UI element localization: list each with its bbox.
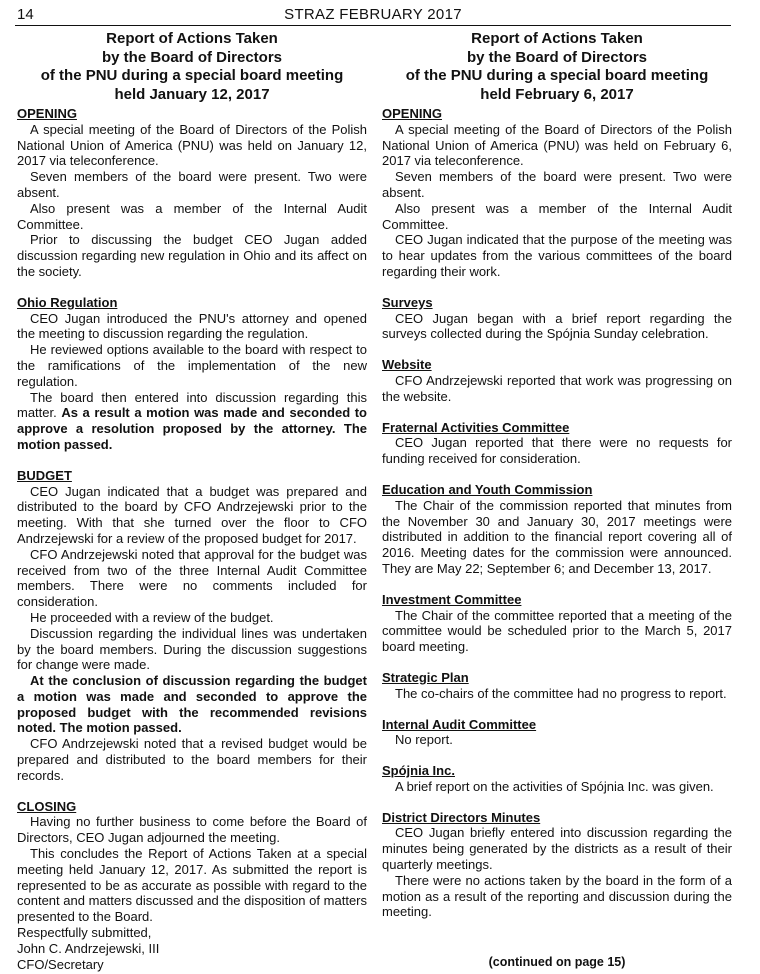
title-line: of the PNU during a special board meeting [40, 67, 344, 84]
paragraph: CEO Jugan indicated that the purpose of the meeting was to hear updates from the various committees of the board regarding their work. [382, 232, 732, 279]
signature-title: CFO/Secretary [17, 956, 104, 972]
left-report-title [17, 30, 367, 104]
right-strategic-section [382, 670, 732, 702]
section-heading: District Directors Minutes [382, 809, 541, 825]
paragraph: CEO Jugan indicated that a budget was prepared and distributed to the board by CFO Andrzejewski prior to the meeting. With that she turned over the floor to CFO Andrzejewski for a review of the proposed budget for 2017. [17, 483, 367, 546]
title-line: by the Board of Directors [101, 48, 283, 66]
title-line: Report of Actions Taken [471, 30, 643, 47]
paragraph-text: The board then entered into discussion regarding this matter. [17, 389, 367, 421]
paragraph: Having no further business to come before the Board of Directors, CEO Jugan adjourned the meeting. [17, 814, 367, 846]
right-website-section [382, 357, 732, 404]
right-spojnia-section [382, 763, 732, 795]
paragraph: A special meeting of the Board of Directors of the Polish National Union of America (PNU) was held on January 12, 2017 via teleconference. [17, 121, 367, 169]
signature-line: Respectfully submitted, [17, 925, 152, 941]
page-header [15, 6, 731, 24]
section-heading: Internal Audit Committee [382, 716, 537, 732]
paragraph: No report. [395, 732, 453, 748]
right-surveys-section [382, 295, 732, 342]
paragraph: He proceeded with a review of the budget. [30, 609, 274, 625]
paragraph: CEO Jugan began with a brief report regarding the surveys collected during the Spójnia Sunday celebration. [382, 310, 732, 342]
paragraph: A special meeting of the Board of Directors of the Polish National Union of America (PNU) was held on February 6, 2017 via teleconference. [382, 121, 732, 169]
motion-text: As a result a motion was made and seconded to approve a resolution proposed by the attorney. The motion passed. [17, 405, 367, 452]
section-heading: Education and Youth Commission [382, 481, 593, 497]
paragraph: CEO Jugan briefly entered into discussion regarding the minutes being generated by the districts as a result of their quarterly meetings. [382, 825, 732, 873]
paragraph: He reviewed options available to the board with respect to the ramifications of the implementation of the new regulation. [17, 342, 367, 389]
paragraph: A brief report on the activities of Spójnia Inc. was given. [395, 778, 714, 794]
paragraph: The co-chairs of the committee had no progress to report. [395, 685, 727, 701]
page-number: 14 [17, 6, 34, 23]
paragraph: Seven members of the board were present. Two were absent. [17, 169, 367, 200]
signature-name: John C. Andrzejewski, III [17, 940, 160, 956]
paragraph: This concludes the Report of Actions Taken at a special meeting held January 12, 2017. As submitted the report is represented to be as accurate as possible with regard to the content and matters discussed and the disposition of matters presented to the Board. [17, 846, 367, 925]
paragraph: CEO Jugan reported that there were no requests for funding received for consideration. [382, 435, 732, 467]
right-district-section [382, 810, 732, 921]
right-audit-section [382, 717, 732, 749]
masthead: STRAZ FEBRUARY 2017 [284, 6, 462, 23]
section-heading: Spójnia Inc. [382, 763, 455, 779]
paragraph: CFO Andrzejewski reported that work was progressing on the website. [382, 372, 732, 404]
section-heading: CLOSING [17, 798, 77, 814]
paragraph: CFO Andrzejewski noted that a revised budget would be prepared and distributed to the board members for their records. [17, 736, 367, 783]
paragraph: Seven members of the board were present. Two were absent. [382, 169, 732, 200]
section-heading: Surveys [382, 294, 433, 310]
right-education-section [382, 482, 732, 577]
section-heading: OPENING [17, 106, 77, 121]
paragraph: Discussion regarding the individual lines was undertaken by the board members. During the discussion suggestions for change were made. [17, 625, 367, 673]
paragraph: The Chair of the committee reported that a meeting of the committee would be scheduled prior to the March 5, 2017 board meeting. [382, 607, 732, 655]
left-column [17, 30, 367, 972]
section-heading: Fraternal Activities Committee [382, 419, 570, 435]
left-closing-section [17, 799, 367, 973]
continued-note: (continued on page 15) [488, 955, 626, 969]
title-line: of the PNU during a special board meeting [405, 67, 709, 84]
section-heading: Investment Committee [382, 591, 522, 607]
section-heading: Website [382, 357, 432, 373]
right-report-title [382, 30, 732, 104]
left-budget-section [17, 468, 367, 784]
right-investment-section [382, 592, 732, 655]
paragraph [17, 390, 367, 453]
paragraph: CEO Jugan introduced the PNU's attorney and opened the meeting to discussion regarding the regulation. [17, 310, 367, 342]
title-line: held February 6, 2017 [480, 85, 634, 103]
paragraph: Prior to discussing the budget CEO Jugan added discussion regarding new regulation in Ohio and its affect on the society. [17, 232, 367, 279]
right-fraternal-section [382, 420, 732, 467]
title-line: held January 12, 2017 [114, 85, 270, 103]
title-line: Report of Actions Taken [106, 30, 278, 47]
title-line: by the Board of Directors [466, 48, 648, 66]
section-heading: Ohio Regulation [17, 294, 118, 310]
paragraph: The Chair of the commission reported that minutes from the November 30 and January 30, 2017 meetings were distributed in addition to the financial report covering all of 2016. Meeting dates for the commission were announced. They are May 22; September 6; and December 13, 2017. [382, 497, 732, 576]
paragraph: Also present was a member of the Internal Audit Committee. [382, 200, 732, 232]
motion-paragraph: At the conclusion of discussion regarding the budget a motion was made and seconded to approve the proposed budget with the recommended revisions noted. The motion passed. [17, 673, 367, 736]
section-heading: OPENING [382, 106, 442, 121]
left-ohio-section [17, 295, 367, 453]
paragraph: Also present was a member of the Internal Audit Committee. [17, 200, 367, 232]
right-column [382, 30, 732, 920]
left-opening-section [17, 106, 367, 280]
section-heading: BUDGET [17, 467, 72, 483]
section-heading: Strategic Plan [382, 669, 469, 685]
header-rule [15, 25, 731, 26]
right-opening-section [382, 106, 732, 280]
paragraph: There were no actions taken by the board in the form of a motion as a result of the reporting and discussion during the meeting. [382, 872, 732, 920]
paragraph: CFO Andrzejewski noted that approval for the budget was received from two of the three Internal Audit Committee members. There were no comments included for consideration. [17, 546, 367, 610]
signature-block [17, 925, 367, 972]
